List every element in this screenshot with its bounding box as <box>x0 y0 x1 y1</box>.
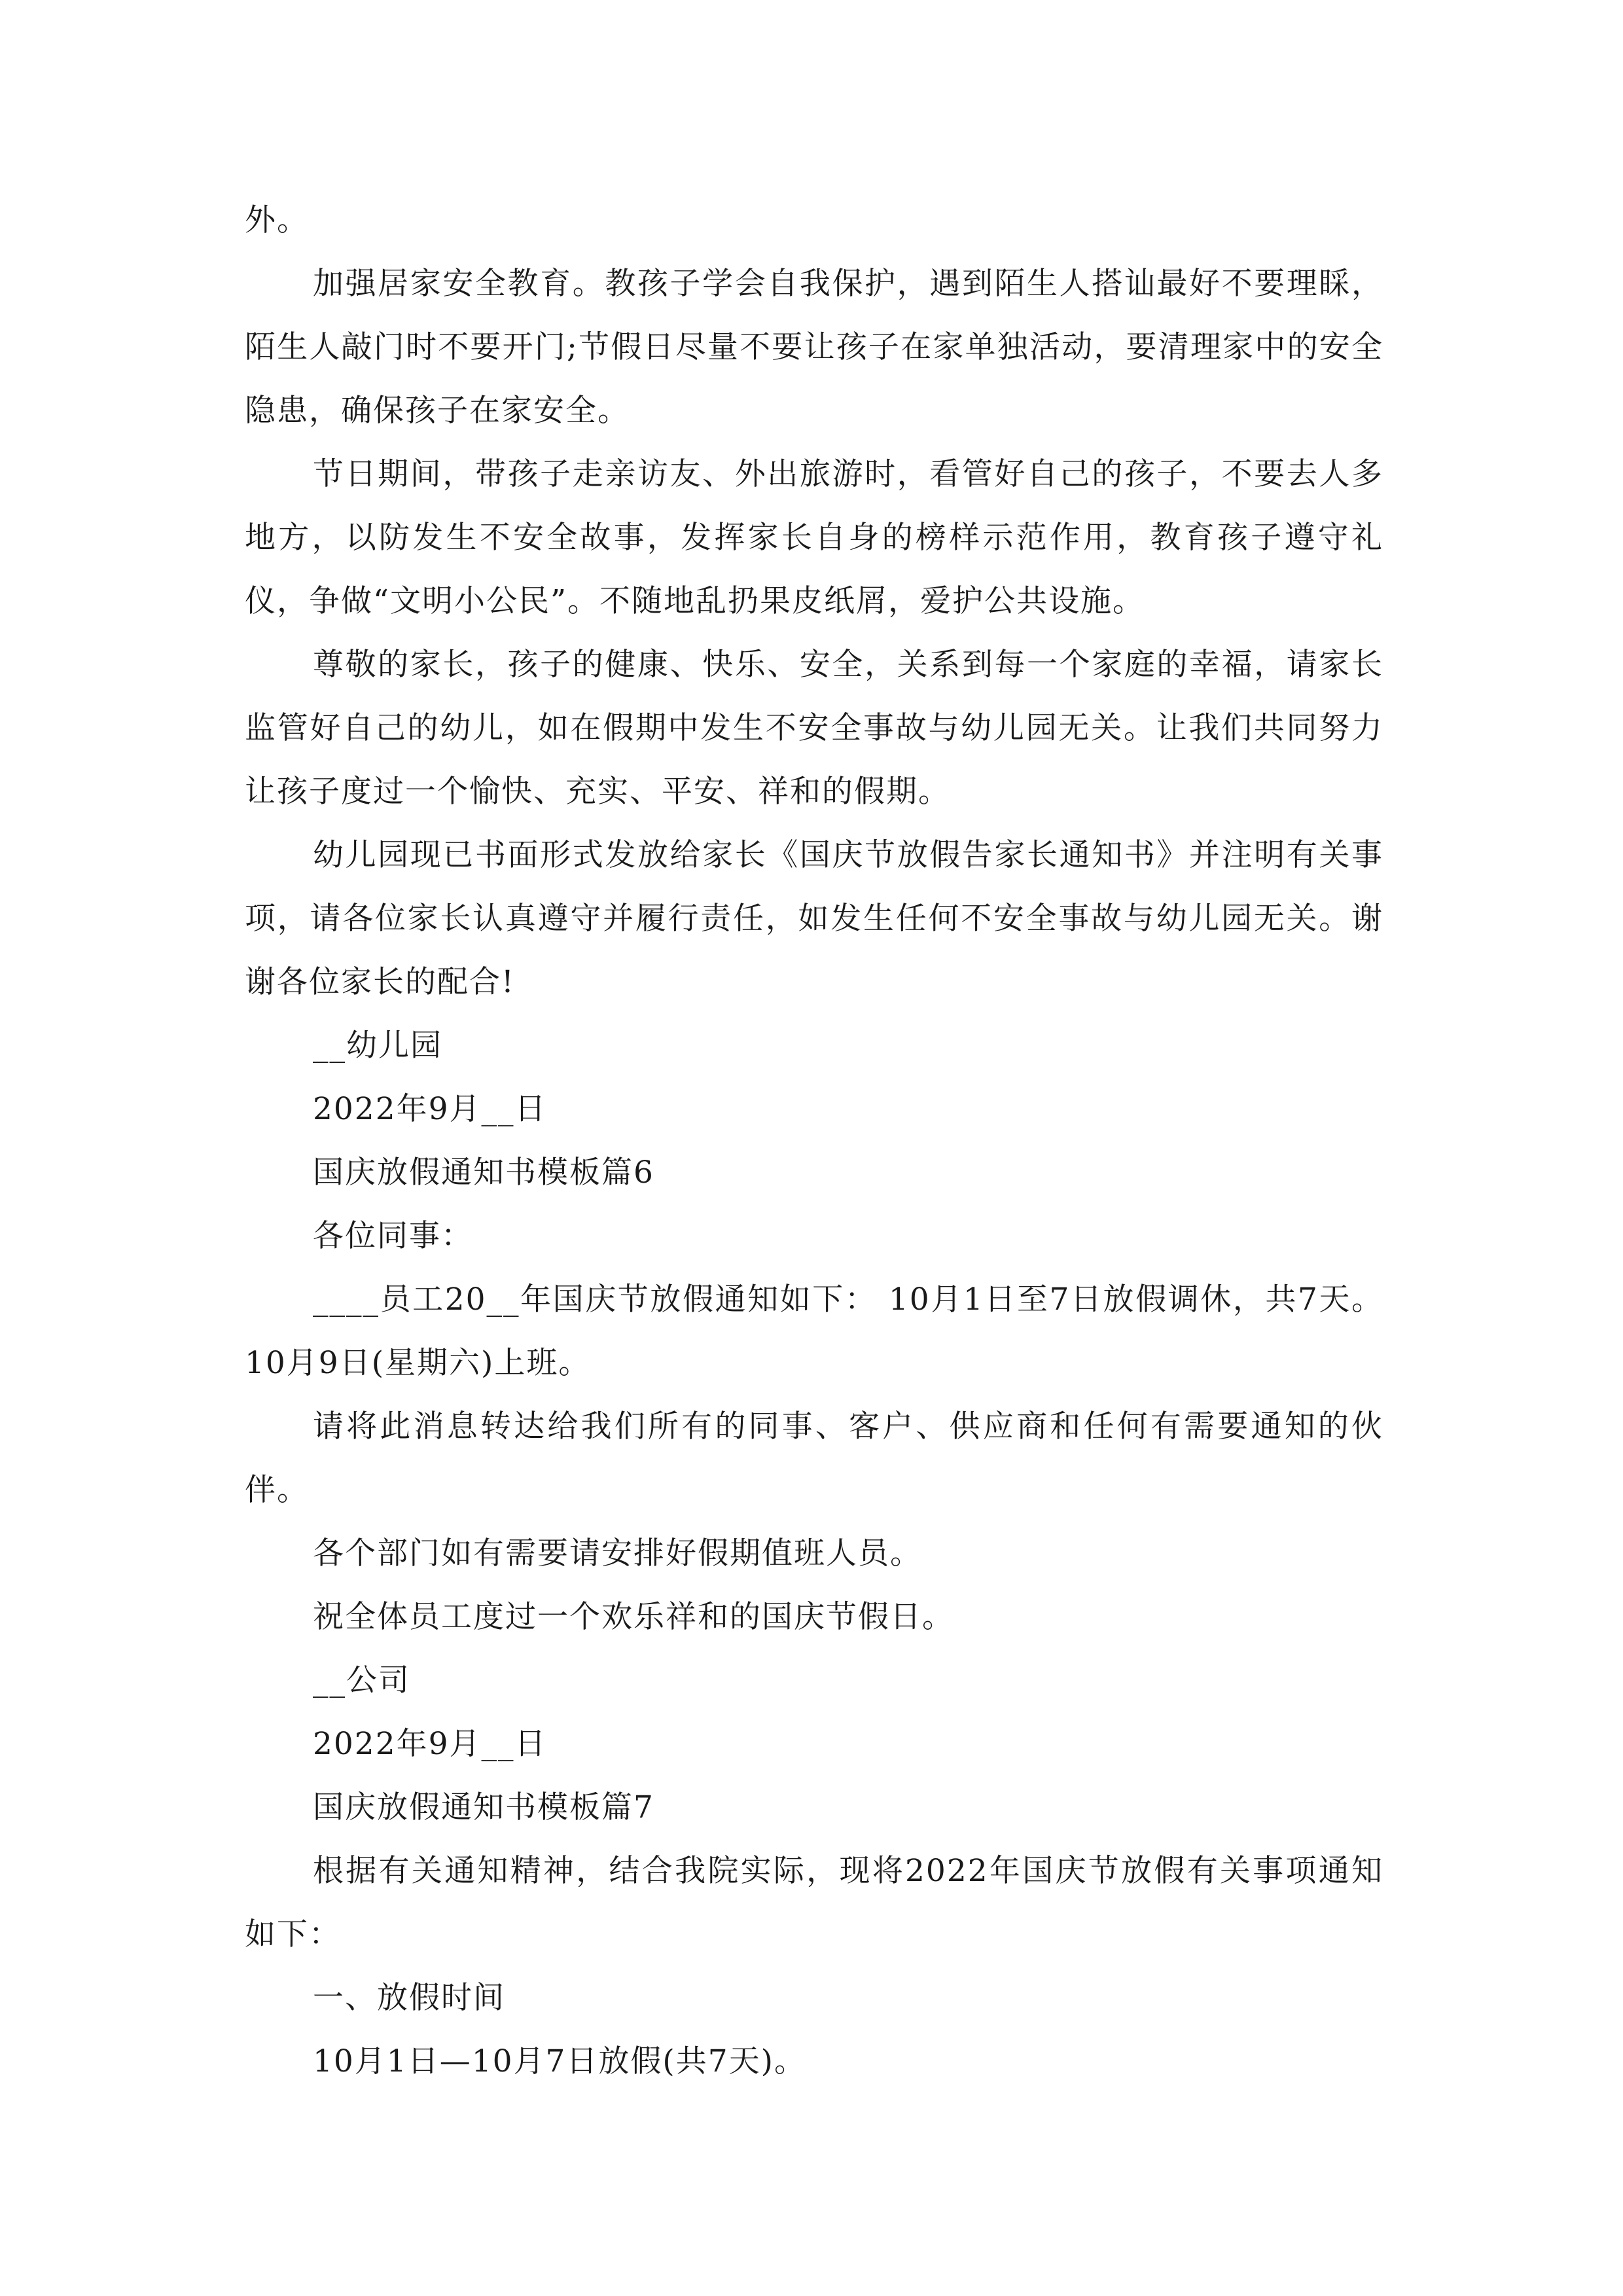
paragraph: 节日期间，带孩子走亲访友、外出旅游时，看管好自己的孩子，不要去人多地方，以防发生不安全故事，发挥家长自身的榜样示范作用，教育孩子遵守礼仪，争做“文明小公民”。不随地乱扔果皮纸屑，爱护公共设施。 <box>245 456 1383 619</box>
paragraph: 各个部门如有需要请安排好假期值班人员。 <box>313 1535 922 1571</box>
document-body <box>245 188 1383 2093</box>
subheading: 一、放假时间 <box>313 1980 505 2016</box>
paragraph: 10月1日—10月7日放假(共7天)。 <box>313 2043 806 2079</box>
section-heading: 国庆放假通知书模板篇7 <box>313 1789 654 1825</box>
paragraph: 根据有关通知精神，结合我院实际，现将2022年国庆节放假有关事项通知如下： <box>245 1853 1383 1952</box>
section-heading: 国庆放假通知书模板篇6 <box>313 1155 654 1191</box>
paragraph: 祝全体员工度过一个欢乐祥和的国庆节假日。 <box>313 1599 954 1635</box>
salutation: 各位同事： <box>313 1218 473 1254</box>
paragraph: 加强居家安全教育。教孩子学会自我保护，遇到陌生人搭讪最好不要理睬，陌生人敲门时不要开门;节假日尽量不要让孩子在家单独活动，要清理家中的安全隐患，确保孩子在家安全。 <box>245 266 1383 429</box>
paragraph: 请将此消息转达给我们所有的同事、客户、供应商和任何有需要通知的伙伴。 <box>245 1408 1383 1508</box>
paragraph: 幼儿园现已书面形式发放给家长《国庆节放假告家长通知书》并注明有关事项，请各位家长认真遵守并履行责任，如发生任何不安全事故与幼儿园无关。谢谢各位家长的配合! <box>245 837 1383 1000</box>
signature-company: __公司 <box>313 1662 410 1698</box>
paragraph: 外。 <box>245 202 309 238</box>
signature-date: 2022年9月__日 <box>313 1726 547 1762</box>
signature-kindergarten: __幼儿园 <box>313 1028 442 1064</box>
signature-date: 2022年9月__日 <box>313 1091 547 1127</box>
paragraph: ____员工20__年国庆节放假通知如下： 10月1日至7日放假调休，共7天。10月9日(星期六)上班。 <box>245 1282 1383 1381</box>
paragraph: 尊敬的家长，孩子的健康、快乐、安全，关系到每一个家庭的幸福，请家长监管好自己的幼儿，如在假期中发生不安全事故与幼儿园无关。让我们共同努力让孩子度过一个愉快、充实、平安、祥和的假期。 <box>245 647 1383 810</box>
